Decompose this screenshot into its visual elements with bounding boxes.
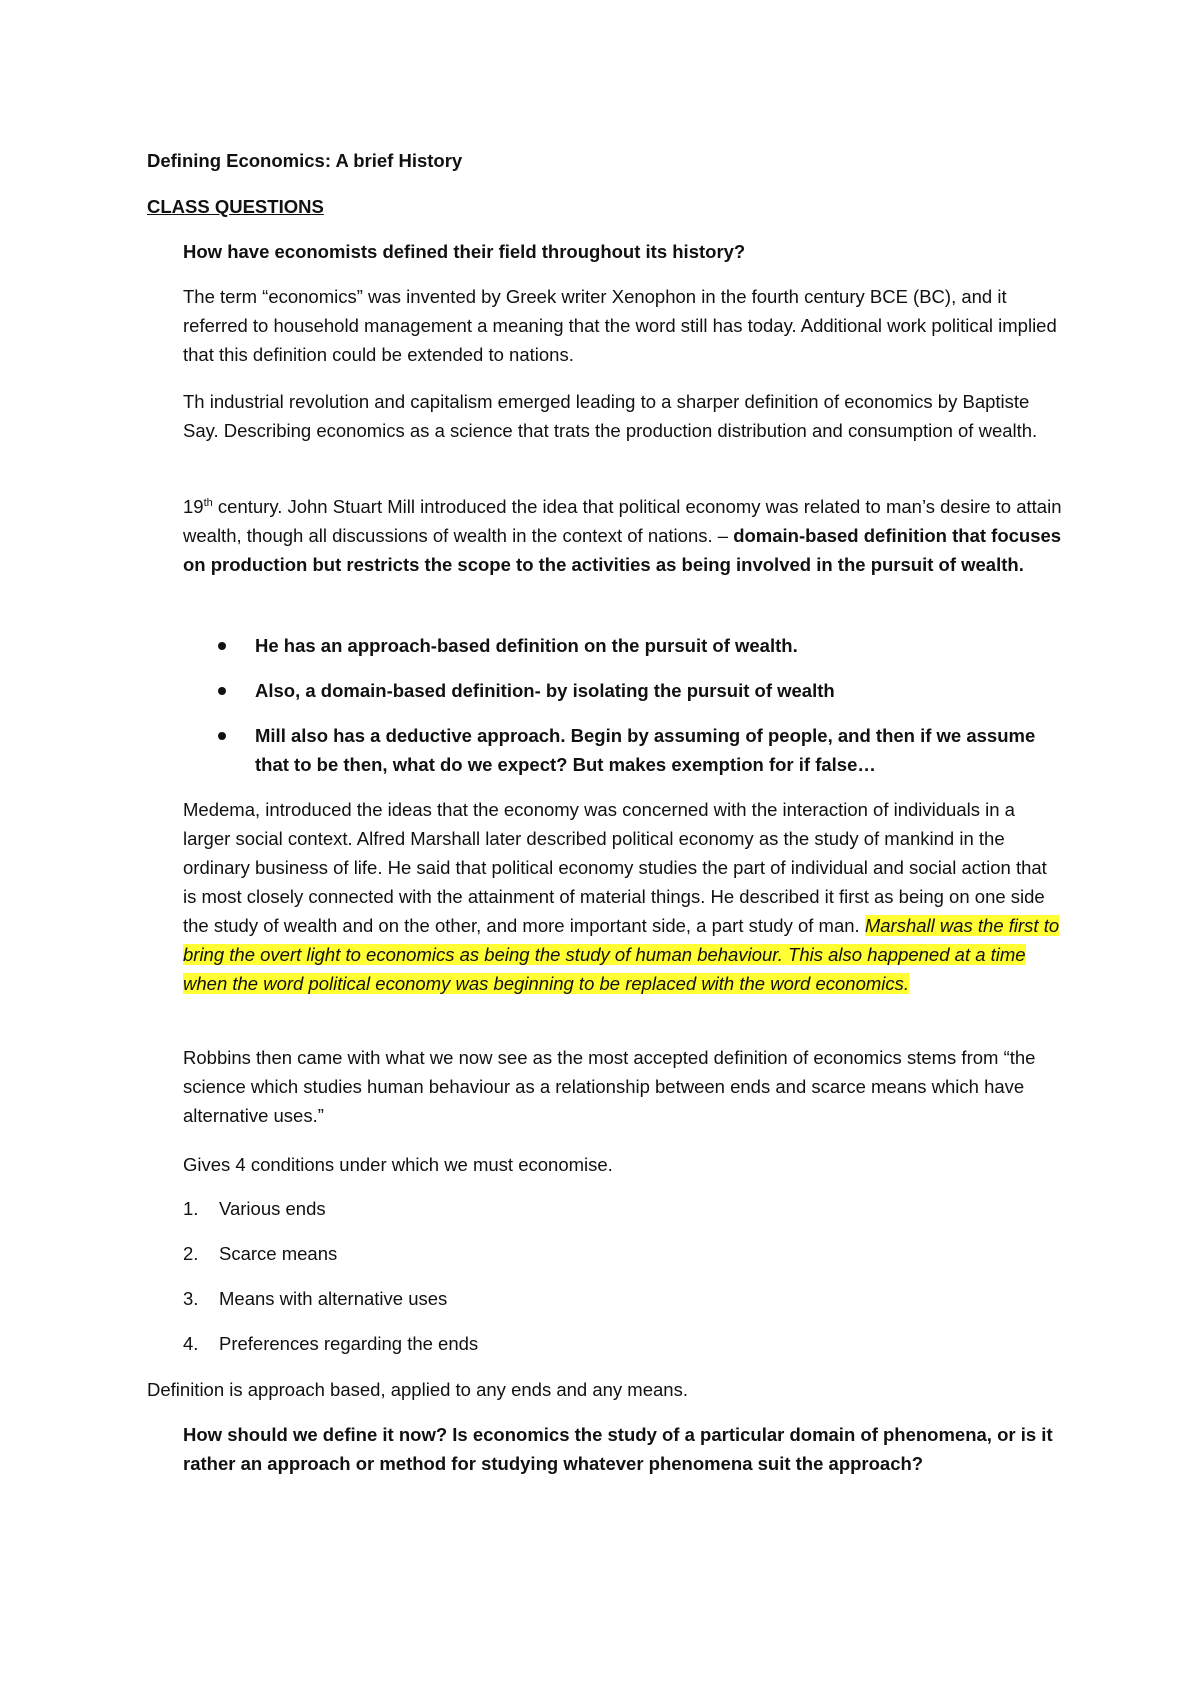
condition-number: 4. bbox=[183, 1333, 199, 1354]
bullet-icon bbox=[218, 687, 226, 695]
condition-text: Various ends bbox=[219, 1198, 326, 1219]
paragraph-robbins: Robbins then came with what we now see as the most accepted definition of economics stems from “the science which studies human behaviour as a relationship between ends and scarce means which have alternative uses.” bbox=[183, 1047, 1036, 1126]
marshall-highlighted-text: Marshall was the first to bring the overt light to economics as being the study of human behaviour. This also happened at a time when the word political economy was beginning to be replaced with the word economics. bbox=[183, 915, 1060, 994]
paragraph-say: Th industrial revolution and capitalism emerged leading to a sharper definition of economics by Baptiste Say. Describing economics as a science that trats the production distribution and consumption of wealth. bbox=[183, 391, 1038, 441]
condition-number: 1. bbox=[183, 1198, 199, 1219]
bullet-text: He has an approach-based definition on the pursuit of wealth. bbox=[255, 635, 798, 656]
question-2: How should we define it now? Is economics the study of a particular domain of phenomena, or is it rather an approach or method for studying whatever phenomena suit the approach? bbox=[183, 1424, 1053, 1474]
marshall-plain-text: Medema, introduced the ideas that the economy was concerned with the interaction of individuals in a larger social context. Alfred Marshall later described political economy as the study of mankind in the ordinary business of life. He said that political economy studies the part of individual and social action that is most closely connected with the attainment of material things. He described it first as being on one side the study of wealth and on the other, and more important side, a part study of man. bbox=[183, 799, 1047, 936]
document-title: Defining Economics: A brief History bbox=[147, 150, 463, 171]
bullet-item bbox=[214, 676, 1064, 705]
condition-number: 3. bbox=[183, 1288, 199, 1309]
conditions-list bbox=[183, 1194, 478, 1374]
condition-text: Scarce means bbox=[219, 1243, 338, 1264]
condition-item bbox=[183, 1284, 478, 1313]
bullet-icon bbox=[218, 732, 226, 740]
bullet-text: Also, a domain-based definition- by isolating the pursuit of wealth bbox=[255, 680, 835, 701]
paragraph-conditions-intro: Gives 4 conditions under which we must economise. bbox=[183, 1154, 613, 1175]
condition-item bbox=[183, 1194, 478, 1223]
bullet-text: Mill also has a deductive approach. Begin by assuming of people, and then if we assume that to be then, what do we expect? But makes exemption for if false… bbox=[255, 725, 1036, 775]
bullet-item bbox=[214, 631, 1064, 660]
century-superscript: th bbox=[203, 496, 213, 509]
paragraph-marshall bbox=[183, 795, 1063, 998]
condition-text: Preferences regarding the ends bbox=[219, 1333, 479, 1354]
question-1: How have economists defined their field throughout its history? bbox=[183, 241, 746, 262]
condition-item bbox=[183, 1329, 478, 1358]
condition-number: 2. bbox=[183, 1243, 199, 1264]
mill-plain-text: century. John Stuart Mill introduced the idea that political economy was related to man’s desire to attain wealth, though all discussions of wealth in the context of nations. – bbox=[183, 496, 1062, 546]
condition-text: Means with alternative uses bbox=[219, 1288, 448, 1309]
bullet-icon bbox=[218, 642, 226, 650]
mill-bold-text: domain-based definition that focuses on production but restricts the scope to the activities as being involved in the pursuit of wealth. bbox=[183, 525, 1062, 575]
paragraph-mill bbox=[183, 492, 1063, 579]
century-number: 19 bbox=[183, 496, 204, 517]
paragraph-xenophon: The term “economics” was invented by Greek writer Xenophon in the fourth century BCE (BC), and it referred to household management a meaning that the word still has today. Additional work political implied that this definition could be extended to nations. bbox=[183, 286, 1057, 365]
condition-item bbox=[183, 1239, 478, 1268]
paragraph-definition-approach: Definition is approach based, applied to any ends and any means. bbox=[147, 1379, 688, 1400]
bullet-item bbox=[214, 721, 1064, 779]
section-heading: CLASS QUESTIONS bbox=[147, 196, 324, 217]
mill-bullet-list bbox=[214, 631, 1064, 795]
